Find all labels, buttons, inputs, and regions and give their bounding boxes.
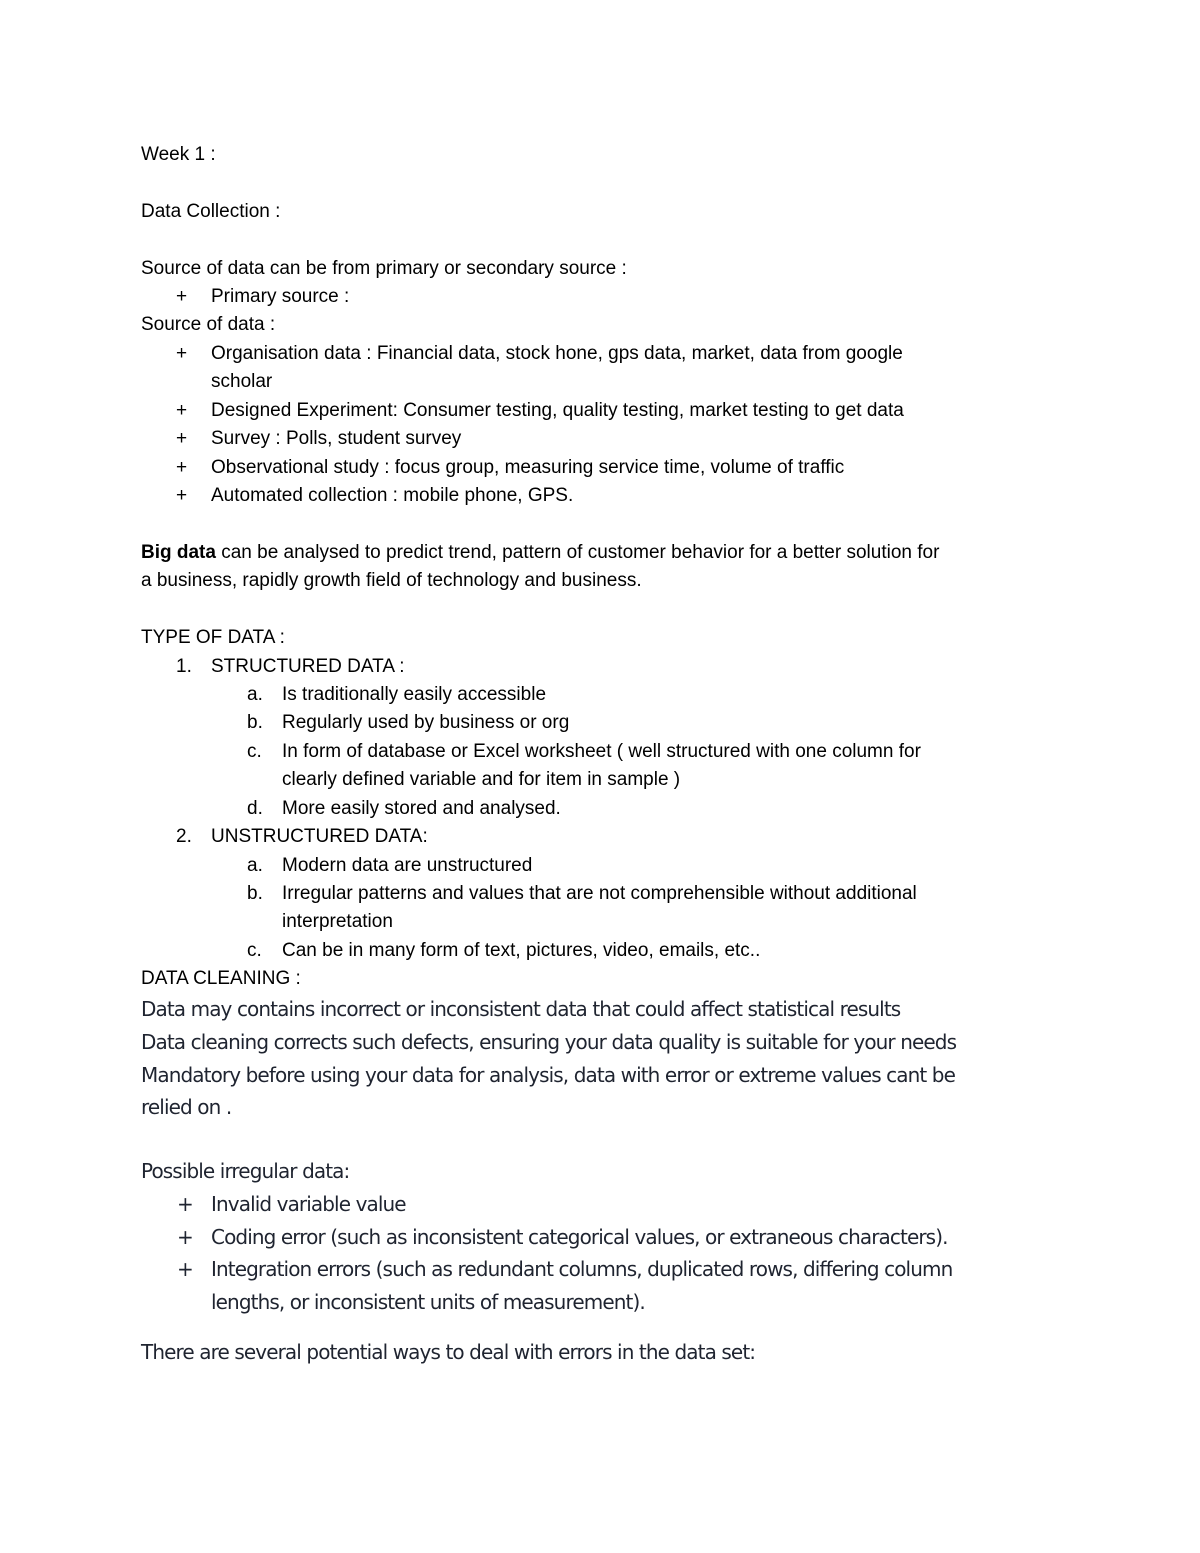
list-item: Designed Experiment: Consumer testing, quality testing, market testing to get data xyxy=(211,400,904,421)
primary-source-item: Primary source : xyxy=(211,286,350,307)
bullet-marker: + xyxy=(177,1257,193,1281)
cleaning-line: Mandatory before using your data for analysis, data with error or extreme values cant be xyxy=(141,1063,956,1087)
bullet-marker: + xyxy=(176,400,188,421)
cleaning-line: Data cleaning corrects such defects, ensuring your data quality is suitable for your needs xyxy=(141,1030,957,1054)
list-letter: d. xyxy=(247,798,263,819)
irregular-data-heading: Possible irregular data: xyxy=(141,1159,350,1183)
data-collection-heading: Data Collection : xyxy=(141,201,281,222)
big-data-paragraph xyxy=(141,541,939,565)
list-item: Survey : Polls, student survey xyxy=(211,428,462,449)
week-heading: Week 1 : xyxy=(141,144,216,165)
source-of-data-heading: Source of data : xyxy=(141,314,276,335)
list-item-continuation: scholar xyxy=(211,371,273,392)
list-letter: a. xyxy=(247,855,263,876)
list-number: 2. xyxy=(176,826,192,847)
list-item: Is traditionally easily accessible xyxy=(282,684,547,705)
cleaning-line: Data may contains incorrect or inconsistent data that could affect statistical results xyxy=(141,997,901,1021)
list-item: More easily stored and analysed. xyxy=(282,798,561,819)
unstructured-title: UNSTRUCTURED DATA: xyxy=(211,826,428,847)
bullet-marker: + xyxy=(176,286,188,307)
list-item: Can be in many form of text, pictures, video, emails, etc.. xyxy=(282,940,761,961)
closing-line: There are several potential ways to deal with errors in the data set: xyxy=(141,1340,756,1364)
cleaning-line: relied on . xyxy=(141,1095,232,1119)
list-item-continuation: interpretation xyxy=(282,911,393,932)
list-item-continuation: lengths, or inconsistent units of measurement). xyxy=(211,1290,645,1314)
list-item: Organisation data : Financial data, stock hone, gps data, market, data from google xyxy=(211,343,903,364)
list-letter: a. xyxy=(247,684,263,705)
data-cleaning-heading: DATA CLEANING : xyxy=(141,968,301,989)
list-number: 1. xyxy=(176,656,192,677)
list-item: Integration errors (such as redundant columns, duplicated rows, differing column xyxy=(211,1257,953,1281)
bullet-marker: + xyxy=(177,1225,193,1249)
bullet-marker: + xyxy=(176,457,188,478)
list-item: Invalid variable value xyxy=(211,1192,406,1216)
list-item: Automated collection : mobile phone, GPS. xyxy=(211,485,574,506)
big-data-term: Big data xyxy=(141,542,216,563)
bullet-marker: + xyxy=(176,428,188,449)
big-data-paragraph-line2: a business, rapidly growth field of technology and business. xyxy=(141,570,642,591)
list-item-continuation: clearly defined variable and for item in sample ) xyxy=(282,769,681,790)
source-intro: Source of data can be from primary or secondary source : xyxy=(141,258,627,279)
list-item: Observational study : focus group, measuring service time, volume of traffic xyxy=(211,457,845,478)
bullet-marker: + xyxy=(177,1192,193,1216)
list-letter: c. xyxy=(247,940,262,961)
list-item: Modern data are unstructured xyxy=(282,855,533,876)
big-data-text: can be analysed to predict trend, pattern of customer behavior for a better solution for xyxy=(215,542,940,563)
structured-title: STRUCTURED DATA : xyxy=(211,656,405,677)
list-letter: c. xyxy=(247,741,262,762)
bullet-marker: + xyxy=(176,485,188,506)
list-item: Regularly used by business or org xyxy=(282,712,570,733)
list-item: Coding error (such as inconsistent categorical values, or extraneous characters). xyxy=(211,1225,948,1249)
bullet-marker: + xyxy=(176,343,188,364)
list-item: Irregular patterns and values that are not comprehensible without additional xyxy=(282,883,917,904)
list-letter: b. xyxy=(247,712,263,733)
type-of-data-heading: TYPE OF DATA : xyxy=(141,627,285,648)
list-item: In form of database or Excel worksheet ( well structured with one column for xyxy=(282,741,921,762)
list-letter: b. xyxy=(247,883,263,904)
